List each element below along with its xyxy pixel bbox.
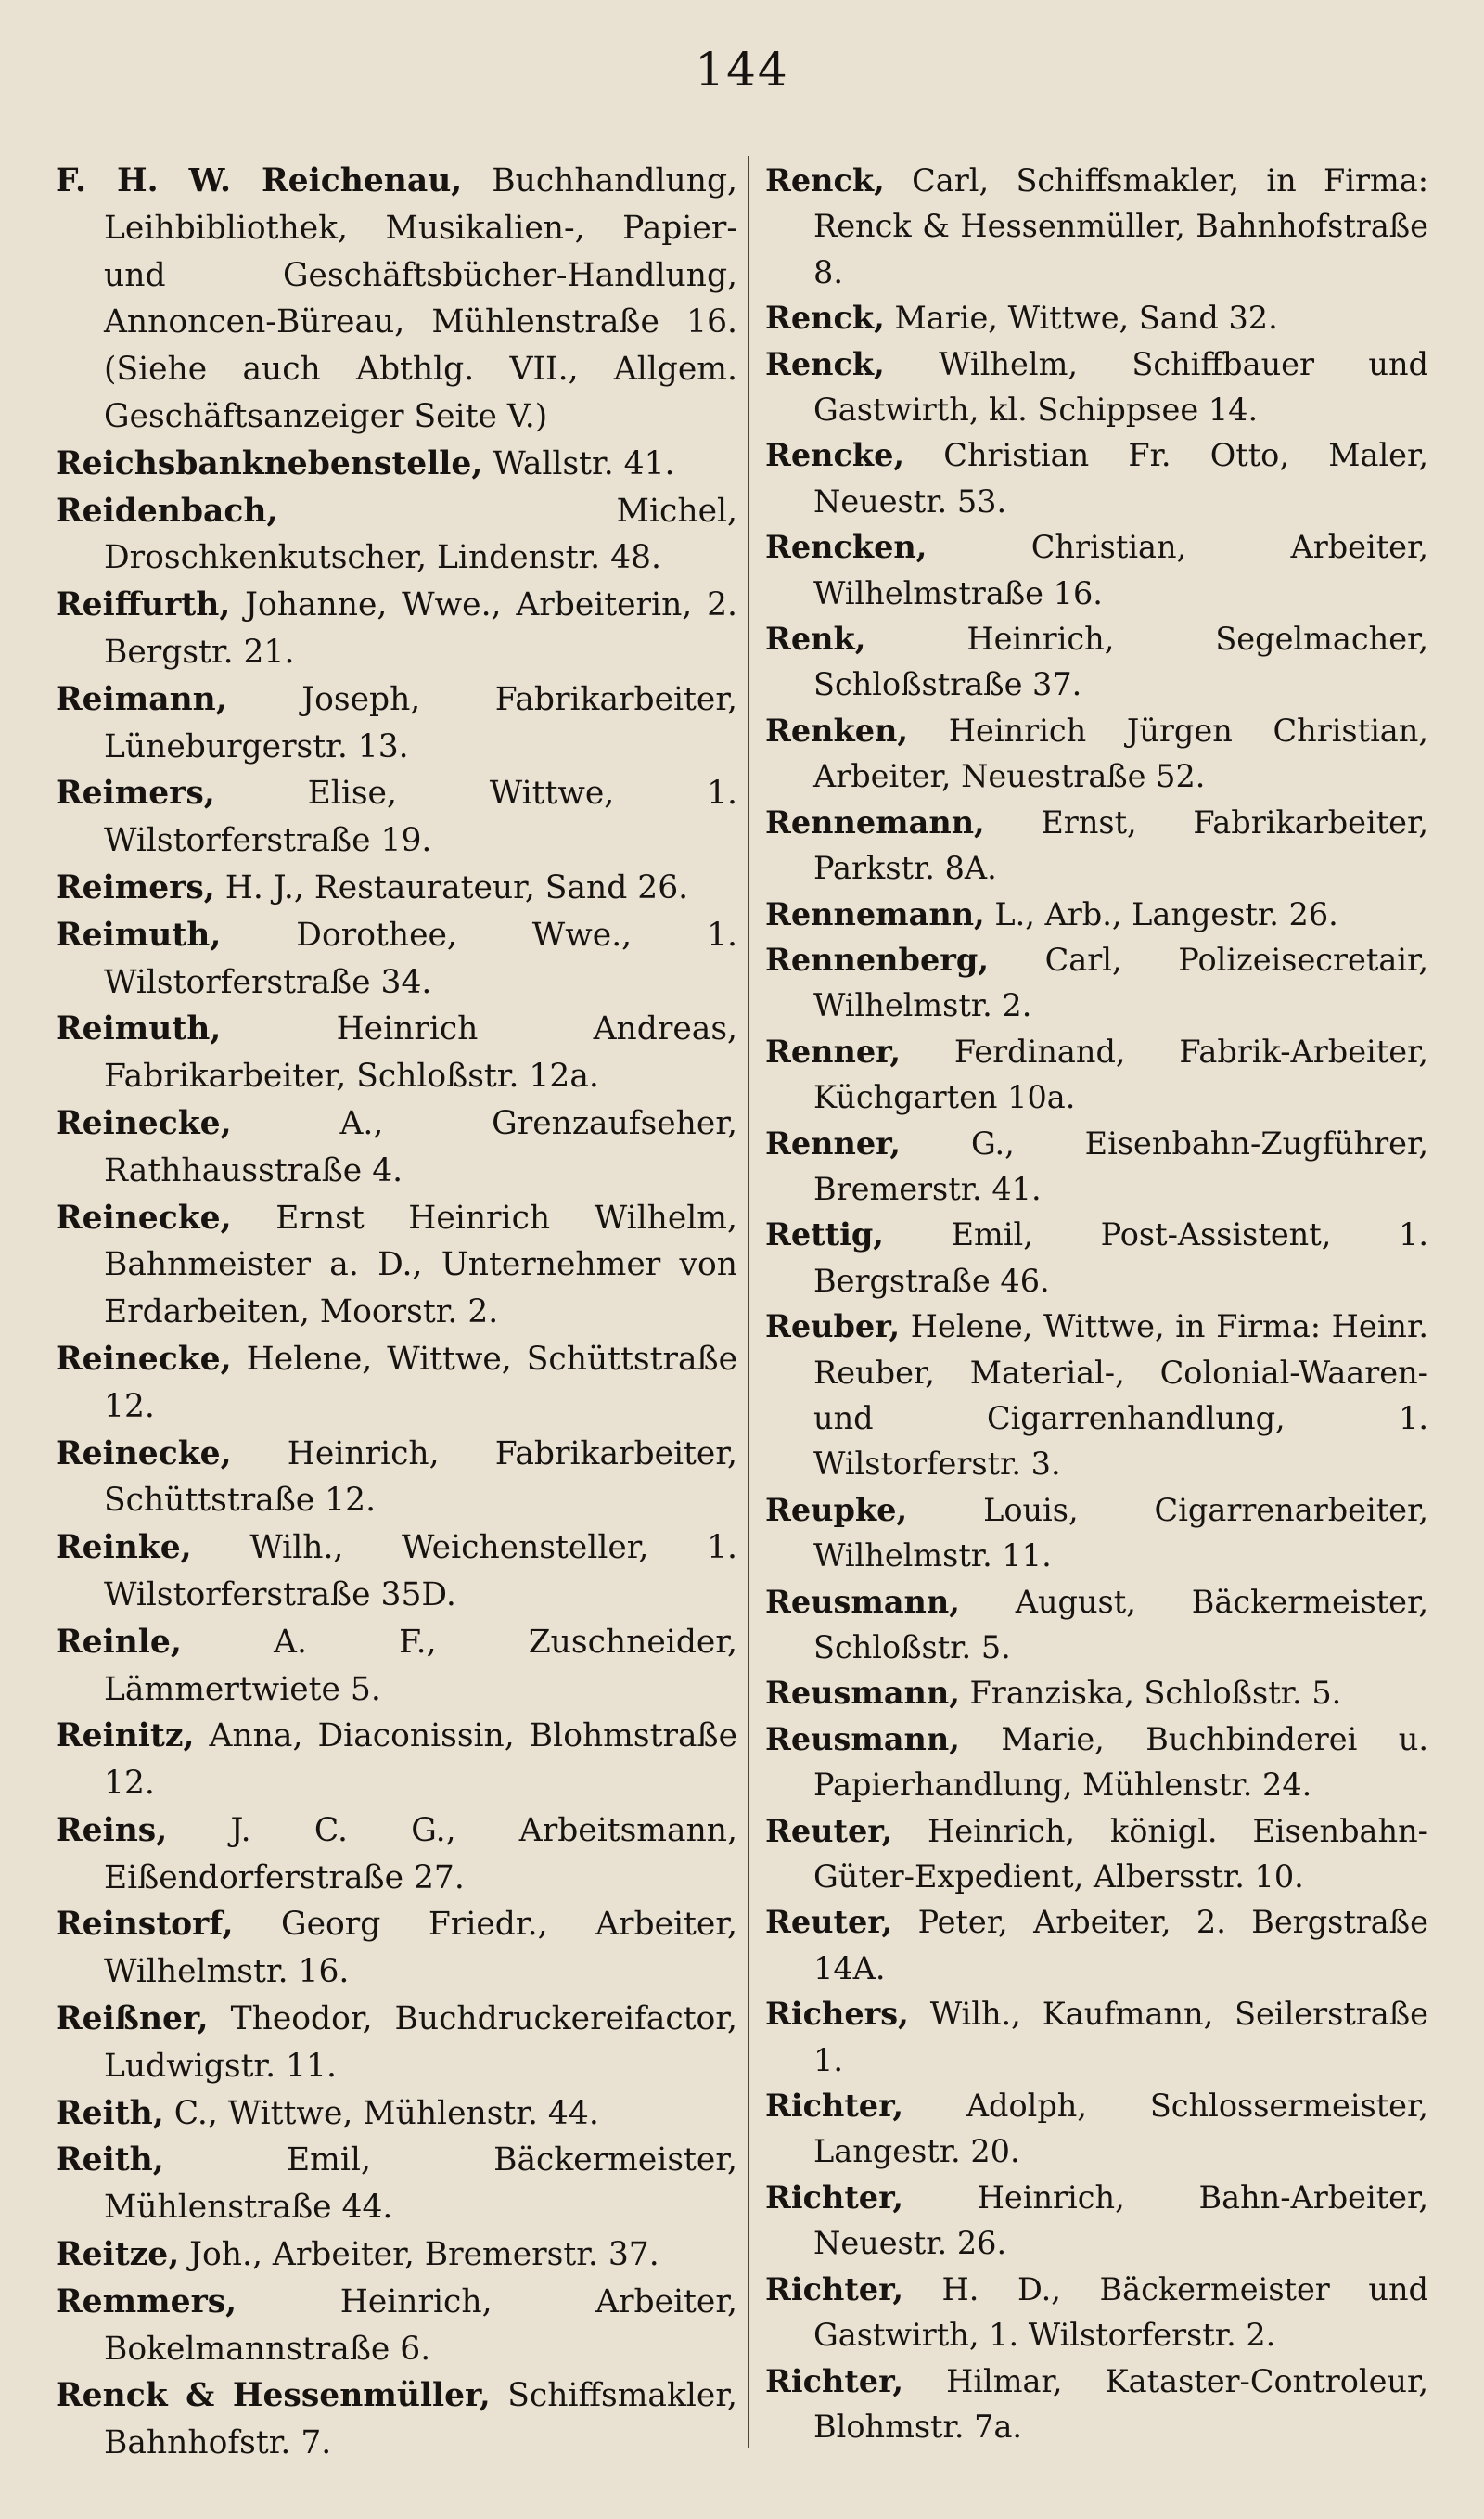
- directory-entry: [765, 1899, 1428, 1991]
- entry-name: Reusmann,: [765, 1720, 960, 1757]
- directory-entry: [765, 1121, 1428, 1213]
- entry-details: Helene, Wittwe, Schüttstraße 12.: [104, 1340, 737, 1425]
- right-column: [765, 158, 1428, 2449]
- entry-details: Dorothee, Wwe., 1. Wilstorferstraße 34.: [104, 916, 737, 1001]
- directory-entry: [765, 1808, 1428, 1900]
- directory-entry: [56, 441, 737, 488]
- entry-name: Reimann,: [56, 680, 227, 718]
- entry-details: Theodor, Buchdruckereifactor, Ludwigstr. 11.: [104, 2000, 737, 2085]
- entry-name: Reith,: [56, 2094, 164, 2132]
- entry-details: Carl, Schiffsmakler, in Firma: Renck & Hessenmüller, Bahnhofstraße 8.: [813, 162, 1428, 290]
- directory-entry: [765, 524, 1428, 616]
- entry-details: Christian, Arbeiter, Wilhelmstraße 16.: [813, 529, 1428, 611]
- directory-entry: [56, 582, 737, 676]
- entry-name: Renk,: [765, 621, 866, 658]
- entry-name: Reitze,: [56, 2236, 180, 2274]
- entry-name: Richter,: [765, 2088, 903, 2125]
- column-divider: [748, 156, 749, 2448]
- entry-name: Renken,: [765, 712, 909, 749]
- entry-details: Peter, Arbeiter, 2. Bergstraße 14A.: [813, 1904, 1428, 1986]
- entry-details: H. D., Bäckermeister und Gastwirth, 1. Wilstorferstr. 2.: [813, 2270, 1428, 2354]
- entry-name: Rennemann,: [765, 895, 985, 932]
- entry-name: Reimuth,: [56, 916, 222, 954]
- directory-entry: [56, 2279, 737, 2373]
- directory-entry: [765, 1716, 1428, 1808]
- entry-name: Reimers,: [56, 775, 215, 813]
- directory-entry: [765, 708, 1428, 800]
- entry-name: Reinle,: [56, 1623, 182, 1661]
- entry-details: Heinrich, Bahn-Arbeiter, Neuestr. 26.: [813, 2178, 1428, 2262]
- entry-name: Reißner,: [56, 2000, 209, 2038]
- directory-entry: [56, 2137, 737, 2231]
- directory-entry: [56, 488, 737, 583]
- directory-entry: [56, 1195, 737, 1336]
- entry-name: Reuter,: [765, 1812, 893, 1849]
- entry-name: Reinke,: [56, 1529, 192, 1567]
- entry-details: Georg Friedr., Arbeiter, Wilhelmstr. 16.: [104, 1906, 737, 1991]
- entry-details: Marie, Wittwe, Sand 32.: [884, 300, 1278, 337]
- directory-entry: [765, 2267, 1428, 2358]
- entry-name: Reith,: [56, 2141, 164, 2179]
- directory-entry: [56, 676, 737, 771]
- directory-entry: [765, 295, 1428, 341]
- entry-details: Hilmar, Kataster-Controleur, Blohmstr. 7a.: [813, 2362, 1428, 2445]
- entry-name: Reinecke,: [56, 1340, 232, 1378]
- entry-details: Christian Fr. Otto, Maler, Neuestr. 53.: [813, 437, 1428, 520]
- directory-entry: [56, 1336, 737, 1431]
- directory-entry: [56, 2372, 737, 2467]
- entry-name: Reupke,: [765, 1491, 908, 1528]
- entry-details: Heinrich, Fabrikarbeiter, Schüttstraße 12.: [104, 1434, 737, 1520]
- entry-details: Wilhelm, Schiffbauer und Gastwirth, kl. Schippsee 14.: [813, 345, 1428, 429]
- directory-entry: [56, 1524, 737, 1619]
- entry-details: Emil, Post-Assistent, 1. Bergstraße 46.: [813, 1216, 1428, 1299]
- directory-entry: [56, 865, 737, 912]
- entry-details: H. J., Restaurateur, Sand 26.: [214, 868, 689, 906]
- directory-entry: [765, 616, 1428, 708]
- directory-entry: [56, 1619, 737, 1714]
- entry-details: Marie, Buchbinderei u. Papierhandlung, Mühlenstr. 24.: [813, 1720, 1428, 1804]
- entry-details: Emil, Bäckermeister, Mühlenstraße 44.: [104, 2141, 737, 2227]
- entry-name: Reimers,: [56, 868, 215, 906]
- entry-name: Reinitz,: [56, 1717, 195, 1755]
- directory-entry: [765, 2358, 1428, 2450]
- directory-entry: [765, 432, 1428, 524]
- entry-name: Reinecke,: [56, 1199, 232, 1237]
- directory-entry: [765, 2083, 1428, 2175]
- directory-entry: [56, 2231, 737, 2279]
- directory-entry: [765, 1304, 1428, 1487]
- entry-name: Rencken,: [765, 529, 928, 566]
- directory-entry: [56, 1713, 737, 1807]
- directory-entry: [765, 937, 1428, 1029]
- entry-details: Heinrich Andreas, Fabrikarbeiter, Schloßstr. 12a.: [104, 1010, 737, 1096]
- directory-entry: [765, 2175, 1428, 2267]
- entry-name: Richter,: [765, 2362, 903, 2399]
- entry-name: Reinecke,: [56, 1434, 232, 1472]
- entry-details: Schiffsmakler, Bahnhofstr. 7.: [104, 2377, 738, 2462]
- directory-entry: [765, 1579, 1428, 1671]
- entry-name: Remmers,: [56, 2282, 237, 2320]
- entry-name: Renck,: [765, 345, 885, 382]
- entry-details: A. F., Zuschneider, Lämmertwiete 5.: [104, 1623, 737, 1708]
- entry-details: Helene, Wittwe, in Firma: Heinr. Reuber, Material-, Colonial-Waaren- und Cigarrenhandlung, 1. Wilstorferstr. 3.: [813, 1308, 1428, 1483]
- directory-entry: [765, 1212, 1428, 1304]
- entry-details: Wilh., Kaufmann, Seilerstraße 1.: [813, 1996, 1428, 2078]
- entry-details: Ernst Heinrich Wilhelm, Bahnmeister a. D., Unternehmer von Erdarbeiten, Moorstr. 2.: [104, 1199, 737, 1331]
- entry-name: Reiffurth,: [56, 586, 231, 624]
- entry-name: F. H. W. Reichenau,: [56, 162, 463, 199]
- directory-entry: [56, 1807, 737, 1902]
- entry-details: A., Grenzaufseher, Rathhausstraße 4.: [104, 1104, 737, 1189]
- entry-details: Michel, Droschkenkutscher, Lindenstr. 48.: [104, 492, 737, 577]
- directory-entry: [765, 892, 1428, 937]
- entry-details: Wallstr. 41.: [482, 444, 675, 482]
- directory-entry: [765, 1487, 1428, 1579]
- directory-entry: [765, 158, 1428, 295]
- entry-name: Reinstorf,: [56, 1906, 234, 1944]
- entry-details: Heinrich, königl. Eisenbahn-Güter-Expedient, Albersstr. 10.: [813, 1812, 1428, 1896]
- entry-name: Reuter,: [765, 1904, 893, 1941]
- entry-details: Heinrich Jürgen Christian, Arbeiter, Neuestraße 52.: [813, 712, 1428, 795]
- entry-name: Reusmann,: [765, 1675, 960, 1712]
- entry-name: Reusmann,: [765, 1583, 960, 1620]
- entry-name: Richers,: [765, 1996, 909, 2033]
- entry-name: Renck,: [765, 300, 885, 337]
- entry-details: Anna, Diaconissin, Blohmstraße 12.: [104, 1717, 737, 1803]
- entry-name: Reinecke,: [56, 1104, 232, 1142]
- entry-details: Joh., Arbeiter, Bremerstr. 37.: [179, 2236, 659, 2274]
- entry-name: Rettig,: [765, 1216, 884, 1253]
- directory-entry: [765, 1029, 1428, 1121]
- directory-entry: [765, 1991, 1428, 2083]
- entry-details: Elise, Wittwe, 1. Wilstorferstraße 19.: [104, 775, 737, 860]
- directory-entry: [56, 1006, 737, 1100]
- directory-entry: [56, 2090, 737, 2138]
- entry-details: Wilh., Weichensteller, 1. Wilstorferstraße 35D.: [104, 1529, 737, 1613]
- page-number: 144: [695, 43, 789, 96]
- entry-name: Reidenbach,: [56, 492, 278, 530]
- directory-entry: [56, 1100, 737, 1195]
- entry-details: Ferdinand, Fabrik-Arbeiter, Küchgarten 10a.: [813, 1033, 1428, 1116]
- entry-details: Heinrich, Segelmacher, Schloßstraße 37.: [813, 621, 1428, 703]
- entry-name: Renner,: [765, 1033, 902, 1070]
- directory-entry: [56, 158, 737, 441]
- entry-details: Joseph, Fabrikarbeiter, Lüneburgerstr. 13.: [104, 680, 737, 765]
- entry-details: L., Arb., Langestr. 26.: [984, 895, 1338, 932]
- entry-details: Adolph, Schlossermeister, Langestr. 20.: [813, 2088, 1428, 2170]
- directory-entry: [765, 1670, 1428, 1716]
- entry-details: Carl, Polizeisecretair, Wilhelmstr. 2.: [813, 941, 1428, 1024]
- directory-entry: [56, 1431, 737, 1525]
- entry-details: Louis, Cigarrenarbeiter, Wilhelmstr. 11.: [813, 1491, 1428, 1574]
- entry-name: Reins,: [56, 1811, 168, 1849]
- entry-details: C., Wittwe, Mühlenstr. 44.: [163, 2094, 599, 2132]
- entry-details: Ernst, Fabrikarbeiter, Parkstr. 8A.: [813, 803, 1428, 887]
- entry-name: Renner,: [765, 1125, 902, 1162]
- entry-name: Renck & Hessenmüller,: [56, 2377, 491, 2415]
- entry-name: Rennemann,: [765, 803, 985, 841]
- directory-entry: [765, 800, 1428, 892]
- entry-name: Reuber,: [765, 1308, 901, 1345]
- directory-entry: [56, 1901, 737, 1996]
- entry-details: Heinrich, Arbeiter, Bokelmannstraße 6.: [104, 2282, 737, 2368]
- directory-entry: [765, 341, 1428, 433]
- entry-details: August, Bäckermeister, Schloßstr. 5.: [813, 1583, 1428, 1665]
- entry-name: Rennenberg,: [765, 941, 990, 978]
- entry-name: Richter,: [765, 2178, 903, 2216]
- entry-details: J. C. G., Arbeitsmann, Eißendorferstraße 27.: [104, 1811, 737, 1896]
- entry-details: Buchhandlung, Leihbibliothek, Musikalien-, Papier- und Geschäftsbücher-Handlung, Annoncen-Büreau, Mühlenstraße 16. (Siehe auch Abthlg. VII., Allgem. Geschäftsanzeiger Seite V.): [104, 162, 737, 435]
- entry-name: Renck,: [765, 162, 885, 199]
- directory-entry: [56, 770, 737, 865]
- left-column: [56, 158, 737, 2467]
- entry-details: Franziska, Schloßstr. 5.: [959, 1675, 1342, 1712]
- entry-name: Reichsbanknebenstelle,: [56, 444, 483, 482]
- entry-name: Reimuth,: [56, 1010, 222, 1048]
- entry-details: G., Eisenbahn-Zugführer, Bremerstr. 41.: [813, 1125, 1428, 1207]
- entry-name: Rencke,: [765, 437, 905, 474]
- entry-name: Richter,: [765, 2270, 903, 2307]
- directory-entry: [56, 1996, 737, 2090]
- directory-entry: [56, 912, 737, 1007]
- entry-details: Johanne, Wwe., Arbeiterin, 2. Bergstr. 21.: [104, 586, 737, 671]
